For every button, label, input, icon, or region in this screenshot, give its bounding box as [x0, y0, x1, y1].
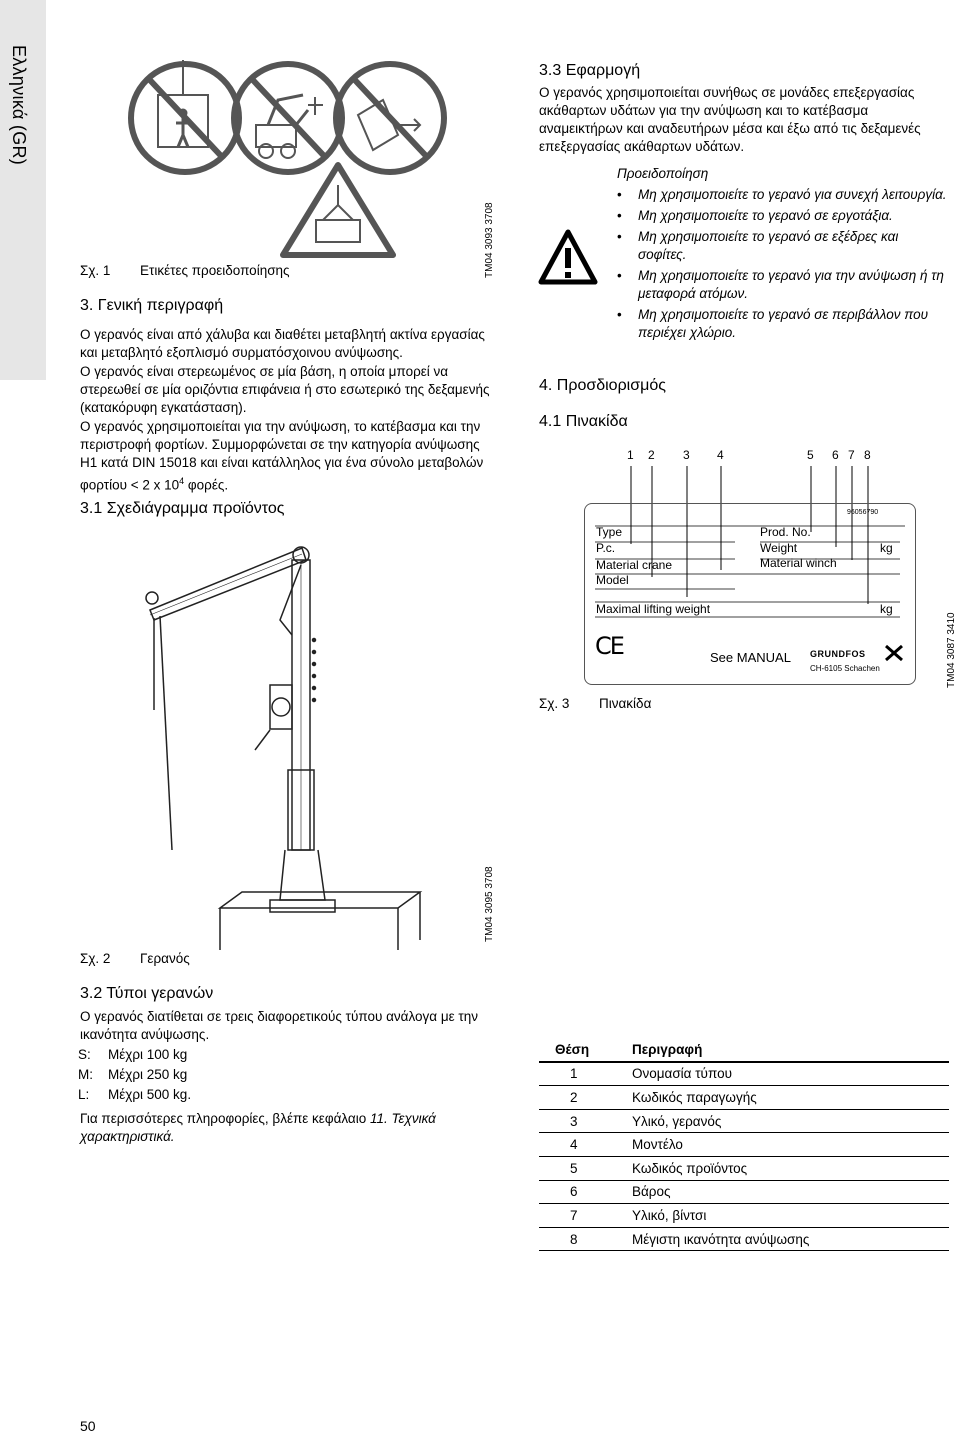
plate-callout-7: 7 — [848, 448, 855, 462]
section-3-paragraph-2: Ο γερανός είναι στερεωμένος σε μία βάση, η οποία μπορεί να στερεωθεί σε μία οριζόντια επιφάνεια ή στο εσωτερικό της δεξαμενής (κατακόρυφη εγκατάσταση). — [80, 364, 490, 415]
more-info-link[interactable]: 11. Τεχνικά χαρακτηριστικά. — [80, 1111, 436, 1144]
crane-drawing — [120, 520, 450, 950]
table-row — [539, 1180, 949, 1204]
table-cell-position: 7 — [570, 1207, 578, 1223]
no-carry-icon — [336, 64, 444, 172]
no-persons-icon — [131, 60, 239, 172]
plate-max-lift-label: Maximal lifting weight — [596, 602, 711, 616]
table-cell-position: 5 — [570, 1160, 578, 1176]
table-row — [539, 1156, 949, 1180]
plate-type-label: Type — [596, 525, 623, 539]
fig1-caption — [80, 263, 290, 278]
nameplate — [584, 503, 916, 685]
table-cell-description: Κωδικός παραγωγής — [632, 1089, 757, 1105]
table-cell-position: 2 — [570, 1089, 578, 1105]
warning-triangle-icon — [537, 228, 599, 286]
fig3-number: Σχ. 3 — [539, 696, 570, 711]
table-row — [539, 1133, 949, 1157]
type-key: M: — [78, 1067, 93, 1082]
plate-callout-8: 8 — [864, 448, 871, 462]
crane-type-l — [78, 1085, 191, 1105]
section-3-paragraph-3b: φορές. — [184, 477, 229, 493]
more-info-text: Για περισσότερες πληροφορίες, βλέπε κεφάλαιο — [80, 1111, 370, 1126]
section-3-2-more-info — [80, 1110, 495, 1146]
crane-type-s — [78, 1045, 191, 1065]
table-cell-description: Υλικό, γερανός — [632, 1113, 722, 1129]
plate-see-manual: See MANUAL — [710, 650, 791, 665]
plate-callout-1: 1 — [627, 448, 634, 462]
table-cell-position: 3 — [570, 1113, 578, 1129]
table-cell-description: Μοντέλο — [632, 1137, 683, 1153]
type-value: Μέχρι 100 kg — [108, 1047, 188, 1062]
section-3-3-body: Ο γερανός χρησιμοποιείται συνήθως σε μονάδες επεξεργασίας ακάθαρτων υδάτων για την ανύψωση και το κατέβασμα αναμεικτήρων και αναδευτήρων μέσα και έξω από τις δεξαμενές επεξεργασίας ακάθαρτων υδάτων. — [539, 85, 921, 154]
plate-weight-unit: kg — [880, 541, 893, 555]
table-row — [539, 1109, 949, 1133]
plate-model-label: Model — [596, 573, 629, 587]
fig3-caption-text: Πινακίδα — [599, 696, 652, 711]
grundfos-logo-icon — [883, 644, 905, 662]
fig2-number: Σχ. 2 — [80, 951, 111, 966]
fig3-caption — [539, 696, 651, 711]
grundfos-logo: GRUNDFOS — [810, 649, 866, 659]
plate-prod-no-label: Prod. No. — [760, 525, 811, 539]
plate-callout-2: 2 — [648, 448, 655, 462]
nameplate-positions-table — [539, 1038, 949, 1251]
page-number: 50 — [80, 1418, 96, 1434]
table-header-position: Θέση — [555, 1041, 590, 1057]
plate-material-crane-label: Material crane — [596, 558, 673, 572]
fig2-caption — [80, 951, 190, 966]
language-tab-label: Ελληνικά (GR) — [9, 45, 29, 166]
warning-title: Προειδοποίηση — [617, 166, 709, 181]
plate-callout-6: 6 — [832, 448, 839, 462]
section-3-paragraph-3 — [80, 418, 495, 495]
table-header-row — [539, 1038, 949, 1062]
type-key: S: — [78, 1047, 91, 1062]
table-cell-position: 1 — [570, 1066, 578, 1082]
plate-part-number: 96056790 — [847, 509, 879, 516]
warning-item: • Μη χρησιμοποιείτε το γερανό σε εργοτάξια. — [617, 207, 947, 225]
section-3-title: 3. Γενική περιγραφή — [80, 297, 224, 314]
table-row — [539, 1227, 949, 1251]
section-3-3-title: 3.3 Εφαρμογή — [539, 62, 641, 79]
table-row — [539, 1204, 949, 1228]
warning-item: • Μη χρησιμοποιείτε το γερανό σε εξέδρες και σοφίτες. — [617, 228, 947, 264]
fig2-code: TM04 3095 3708 — [484, 866, 495, 942]
plate-pc-label: P.c. — [596, 541, 616, 555]
type-key: L: — [78, 1087, 90, 1102]
fig1-code: TM04 3093 3708 — [484, 202, 495, 278]
table-cell-position: 8 — [570, 1231, 578, 1247]
fig1-caption-text: Ετικέτες προειδοποίησης — [140, 263, 290, 278]
suspended-load-warning-icon — [283, 165, 393, 255]
exponent: 4 — [179, 476, 185, 486]
no-vehicle-icon — [234, 64, 342, 172]
section-4-1-title: 4.1 Πινακίδα — [539, 413, 628, 430]
type-value: Μέχρι 250 kg — [108, 1067, 188, 1082]
warning-list — [617, 186, 947, 345]
plate-max-lift-unit: kg — [880, 602, 893, 616]
crane-type-m — [78, 1065, 191, 1085]
table-row — [539, 1086, 949, 1110]
section-3-paragraph-3a: Ο γερανός χρησιμοποιείται για την ανύψωση, το κατέβασμα και την περιστροφή φορτίων. Συμμορφώνεται σε την κατηγορία ανύψωσης Η1 κατά DIN 15018 και είναι κατάλληλος για ένα σύνολο μεταβολών φορτίου < 2 x 10 — [80, 419, 484, 493]
crane-types-list — [78, 1045, 191, 1105]
fig3-code: TM04 3087 3410 — [946, 612, 957, 688]
section-3-1-title: 3.1 Σχεδιάγραμμα προϊόντος — [80, 500, 285, 517]
ce-mark-icon: CE — [595, 632, 623, 660]
plate-address: CH-6105 Schachen — [810, 664, 880, 673]
fig1-number: Σχ. 1 — [80, 263, 111, 278]
table-cell-position: 4 — [570, 1137, 578, 1153]
warning-item: • Μη χρησιμοποιείτε το γερανό για συνεχή λειτουργία. — [617, 186, 947, 204]
warning-item: • Μη χρησιμοποιείτε το γερανό για την ανύψωση ή τη μεταφορά ατόμων. — [617, 267, 947, 303]
table-row — [539, 1062, 949, 1086]
table-cell-description: Ονομασία τύπου — [632, 1066, 732, 1082]
warning-item: • Μη χρησιμοποιείτε το γερανό σε περιβάλλον που περιέχει χλώριο. — [617, 306, 947, 342]
section-3-2-intro: Ο γερανός διατίθεται σε τρεις διαφορετικούς τύπου ανάλογα με την ικανότητα ανύψωσης. — [80, 1009, 478, 1042]
warning-labels-figure — [128, 55, 448, 260]
table-cell-position: 6 — [570, 1184, 578, 1200]
table-cell-description: Υλικό, βίντσι — [632, 1207, 707, 1223]
plate-weight-label: Weight — [760, 541, 798, 555]
language-tab — [0, 0, 46, 380]
table-cell-description: Βάρος — [632, 1184, 671, 1200]
section-3-paragraph-1: Ο γερανός είναι από χάλυβα και διαθέτει μεταβλητή ακτίνα εργασίας και μεταβλητό εξοπλισμό συρματόσχοινου ανύψωσης. — [80, 327, 485, 360]
table-cell-description: Κωδικός προϊόντος — [632, 1160, 748, 1176]
plate-material-winch-label: Material winch — [760, 556, 837, 570]
section-4-title: 4. Προσδιορισμός — [539, 377, 666, 394]
table-header-description: Περιγραφή — [632, 1041, 703, 1057]
type-value: Μέχρι 500 kg. — [108, 1087, 192, 1102]
plate-callout-4: 4 — [717, 448, 724, 462]
plate-callout-5: 5 — [807, 448, 814, 462]
plate-callout-3: 3 — [683, 448, 690, 462]
section-3-2-title: 3.2 Τύποι γερανών — [80, 985, 214, 1002]
table-cell-description: Μέγιστη ικανότητα ανύψωσης — [632, 1231, 810, 1247]
fig2-caption-text: Γερανός — [140, 951, 190, 966]
